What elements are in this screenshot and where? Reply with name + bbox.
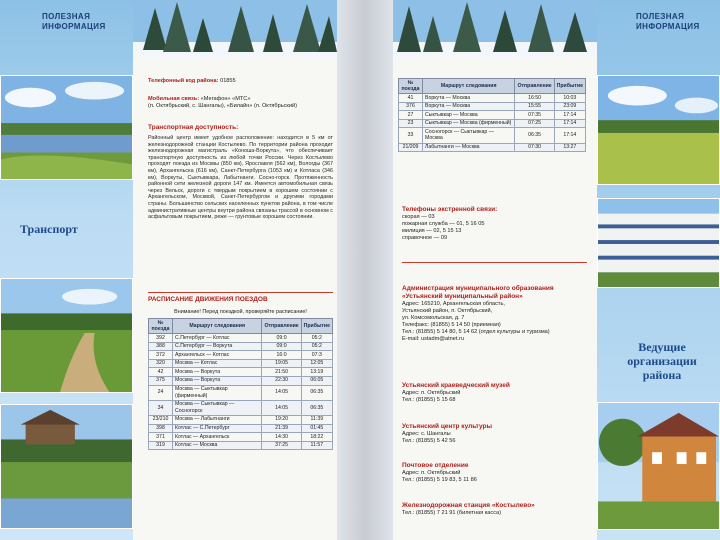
winter-forest-photo-left <box>133 0 337 58</box>
org-line: Тел.: (81855) 5 19 83, 5 11 86 <box>402 477 477 483</box>
arrival-cell: 23:09 <box>554 102 585 111</box>
village-river-photo <box>0 404 133 529</box>
arrival-cell: 07:3 <box>301 351 332 360</box>
org-station <box>402 502 589 517</box>
schedule-row <box>149 433 333 442</box>
departure-cell: 14:05 <box>262 400 301 415</box>
train-number-cell: 42 <box>149 368 173 377</box>
lake-landscape-photo <box>0 75 133 180</box>
train-number-cell: 24 <box>149 385 173 400</box>
route-cell: Москва — Лабытнанги <box>173 415 262 424</box>
schedule-row <box>149 400 333 415</box>
arrival-cell: 13:19 <box>301 368 332 377</box>
org-line: Тел.: (81855) 5 14 80, 5 14 62 (отдел культуры и туризма) <box>402 329 550 335</box>
arrival-cell: 06:05 <box>301 376 332 385</box>
arrival-cell: 05:2 <box>301 334 332 343</box>
header-arrival-right: Прибытие <box>554 79 585 94</box>
arrival-cell: 05:2 <box>301 342 332 351</box>
org-line: Адрес: п. Октябрьский <box>402 390 461 396</box>
phone-code-label: Телефонный код района: <box>148 78 219 84</box>
schedule-row <box>149 334 333 343</box>
transport-block <box>148 124 333 221</box>
schedule-row-right <box>399 128 586 143</box>
org-admin <box>402 285 589 343</box>
mobile-label: Мобильная связь: <box>148 96 200 102</box>
schedule-divider <box>148 292 333 293</box>
departure-cell: 07:30 <box>515 143 554 152</box>
header-departure-right: Отправление <box>515 79 554 94</box>
schedule-row <box>149 368 333 377</box>
train-number-cell: 371 <box>149 433 173 442</box>
org-line: Тел.: (81855) 5 42 56 <box>402 438 456 444</box>
route-cell: Архангельск — Котлас <box>173 351 262 360</box>
train-number-cell: 319 <box>149 441 173 450</box>
departure-cell: 07:35 <box>515 111 554 120</box>
departure-cell: 22:30 <box>262 376 301 385</box>
schedule-table-right <box>398 78 586 152</box>
arrival-cell: 13:27 <box>554 143 585 152</box>
org-post <box>402 462 589 484</box>
arrival-cell: 06:35 <box>301 385 332 400</box>
train-number-cell: 27 <box>399 111 423 120</box>
org-culture <box>402 423 589 445</box>
org-museum <box>402 382 589 404</box>
org-line: Адрес: п. Октябрьский <box>402 470 461 476</box>
header-train-no: № поезда <box>149 319 173 334</box>
departure-cell: 15:55 <box>515 102 554 111</box>
route-cell: Сыктывкар — Москва <box>423 111 515 120</box>
train-number-cell: 41 <box>399 94 423 103</box>
route-cell: Лабытнанги — Москва <box>423 143 515 152</box>
header-arrival: Прибытие <box>301 319 332 334</box>
schedule-row-right <box>399 94 586 103</box>
winter-forest-photo-right <box>393 0 597 58</box>
route-cell: Котлас — Архангельск <box>173 433 262 442</box>
train-number-cell: 392 <box>149 334 173 343</box>
org-line: Адрес: 165210, Архангельская область, <box>402 301 505 307</box>
arrival-cell: 06:35 <box>301 400 332 415</box>
transport-text: Районный центр имеет удобное расположение: находится в 5 км от железнодорожной станции Костылево. По территории района проходит железнодорожная магистраль «Коноша-Воркута», что обеспечивает транспортную доступность из любой точки России. Через Костылево проходят поезда из Москвы (850 км), Ярославля (562 км), Вологды (367 км), Архангельска (616 км), Санкт-Петербурга (1053 км) и Котласа (346 км), Воркуты, Сыктывкара, Лабытнанги. Сосно-горск. Протяженность районной сети железной дороги 147 км. Имеется автомобильная связь через Вельск, дороги с твердым покрытием в хорошем состоянии с Архангельском, Москвой, Санкт-Петербургом и другими городами страны. Большинство сельских населенных пунктов района, в том числе административные центры внутри района связаны трассой в основном с асфальтовым покрытием, реже — грунтовые хорошем состоянии. <box>148 135 333 221</box>
train-number-cell: 23 <box>399 119 423 128</box>
header-route: Маршрут следования <box>173 319 262 334</box>
departure-cell: 19:20 <box>262 415 301 424</box>
schedule-row <box>149 342 333 351</box>
departure-cell: 21:50 <box>262 368 301 377</box>
org-line: Адрес: с. Шангалы <box>402 431 451 437</box>
schedule-row-right <box>399 143 586 152</box>
left-side-title: Транспорт <box>20 222 78 236</box>
departure-cell: 14:30 <box>262 433 301 442</box>
transport-label: Транспортная доступность: <box>148 124 239 131</box>
emergency-line: скорая — 03 <box>402 214 435 220</box>
schedule-row <box>149 415 333 424</box>
departure-cell: 14:05 <box>262 385 301 400</box>
org-line: E-mail: ustadm@atnet.ru <box>402 336 464 342</box>
route-cell: Котлас — С.Петербург <box>173 424 262 433</box>
arrival-cell: 11:57 <box>301 441 332 450</box>
org-line: Устьянский район, п. Октябрьский, <box>402 308 493 314</box>
arrival-cell: 11:39 <box>301 415 332 424</box>
org-line: Телефакс: (81855) 5 14 50 (приемная) <box>402 322 501 328</box>
schedule-header-row-right <box>399 79 586 94</box>
phone-code-value: 01855 <box>220 78 236 84</box>
header-train-no-right: № поезда <box>399 79 423 94</box>
arrival-cell: 12:05 <box>301 359 332 368</box>
right-side-title: Ведущие организации района <box>627 340 697 382</box>
emergency-block <box>402 206 587 242</box>
right-side-heading: ПОЛЕЗНАЯ ИНФОРМАЦИЯ <box>636 12 700 31</box>
center-fold <box>337 0 393 540</box>
departure-cell: 21:39 <box>262 424 301 433</box>
arrival-cell: 17:14 <box>554 111 585 120</box>
route-cell: Москва — Сыктывкар (фирменный) <box>173 385 262 400</box>
left-side-heading: ПОЛЕЗНАЯ ИНФОРМАЦИЯ <box>42 12 106 31</box>
route-cell: Сосногорск — Сыктывкар — Москва <box>423 128 515 143</box>
train-number-cell: 33 <box>399 128 423 143</box>
route-cell: Москва — Сыктывкар — Сосногорск <box>173 400 262 415</box>
train-number-cell: 388 <box>149 342 173 351</box>
field-landscape-photo <box>597 75 720 185</box>
train-number-cell: 375 <box>149 376 173 385</box>
route-cell: Воркута — Москва <box>423 102 515 111</box>
route-cell: Москва — Воркута <box>173 368 262 377</box>
schedule-table-left <box>148 318 333 450</box>
schedule-title: РАСПИСАНИЕ ДВИЖЕНИЯ ПОЕЗДОВ <box>148 296 268 303</box>
schedule-row-right <box>399 119 586 128</box>
departure-cell: 37:25 <box>262 441 301 450</box>
schedule-row <box>149 385 333 400</box>
mobile-line <box>148 96 333 110</box>
departure-cell: 07:25 <box>515 119 554 128</box>
mobile-value-2: (п. Октябрьский, с. Шангалы), «Билайн» (п. Октябрьский) <box>148 103 297 109</box>
schedule-row <box>149 359 333 368</box>
route-cell: Воркута — Москва <box>423 94 515 103</box>
train-number-cell: 34 <box>149 400 173 415</box>
org-line: ул. Комсомольская, д. 7 <box>402 315 465 321</box>
departure-cell: 16:50 <box>515 94 554 103</box>
emergency-line: милиция — 02, 5 15 13 <box>402 228 462 234</box>
departure-cell: 19:05 <box>262 359 301 368</box>
train-number-cell: 21/209 <box>399 143 423 152</box>
arrival-cell: 17:14 <box>554 119 585 128</box>
departure-cell: 16:0 <box>262 351 301 360</box>
schedule-row-right <box>399 102 586 111</box>
schedule-row <box>149 351 333 360</box>
schedule-row <box>149 441 333 450</box>
org-title: Устьянский краеведческий музей <box>402 382 510 389</box>
house-photo <box>597 402 720 530</box>
country-road-photo <box>0 278 133 393</box>
train-number-cell: 398 <box>149 424 173 433</box>
train-number-cell: 372 <box>149 351 173 360</box>
orgs-divider <box>402 262 587 263</box>
schedule-header-row <box>149 319 333 334</box>
route-cell: Москва — Воркута <box>173 376 262 385</box>
departure-cell: 06:35 <box>515 128 554 143</box>
school-building-photo <box>597 198 720 288</box>
org-line: Тел.: (81855) 5 15 68 <box>402 397 456 403</box>
mobile-value: «Мегафон» «МТС» <box>200 96 251 102</box>
org-line: Тел.: (81855) 7 21 91 (билетная касса) <box>402 510 501 516</box>
header-route-right: Маршрут следования <box>423 79 515 94</box>
train-number-cell: 23/210 <box>149 415 173 424</box>
arrival-cell: 17:14 <box>554 128 585 143</box>
route-cell: Москва — Котлас <box>173 359 262 368</box>
org-title: Администрация муниципального образования «Устьянский муниципальный район» <box>402 285 554 300</box>
schedule-row <box>149 376 333 385</box>
route-cell: С.Петербург — Воркута <box>173 342 262 351</box>
route-cell: Котлас — Москва <box>173 441 262 450</box>
schedule-note: Внимание! Перед поездкой, проверяйте расписание! <box>174 309 307 315</box>
departure-cell: 09:0 <box>262 334 301 343</box>
emergency-title: Телефоны экстренной связи: <box>402 206 498 213</box>
route-cell: Сыктывкар — Москва (фирменный) <box>423 119 515 128</box>
arrival-cell: 10:03 <box>554 94 585 103</box>
departure-cell: 09:0 <box>262 342 301 351</box>
arrival-cell: 01:45 <box>301 424 332 433</box>
emergency-line: справочное — 09 <box>402 235 448 241</box>
org-title: Почтовое отделение <box>402 462 469 469</box>
schedule-row <box>149 424 333 433</box>
org-title: Железнодорожная станция «Костылево» <box>402 502 535 509</box>
schedule-row-right <box>399 111 586 120</box>
arrival-cell: 18:22 <box>301 433 332 442</box>
emergency-line: пожарная служба — 01, 5 16 05 <box>402 221 485 227</box>
train-number-cell: 376 <box>399 102 423 111</box>
train-number-cell: 320 <box>149 359 173 368</box>
header-departure: Отправление <box>262 319 301 334</box>
phone-code-line <box>148 78 333 85</box>
route-cell: С.Петербург — Котлас <box>173 334 262 343</box>
org-title: Устьянский центр культуры <box>402 423 493 430</box>
